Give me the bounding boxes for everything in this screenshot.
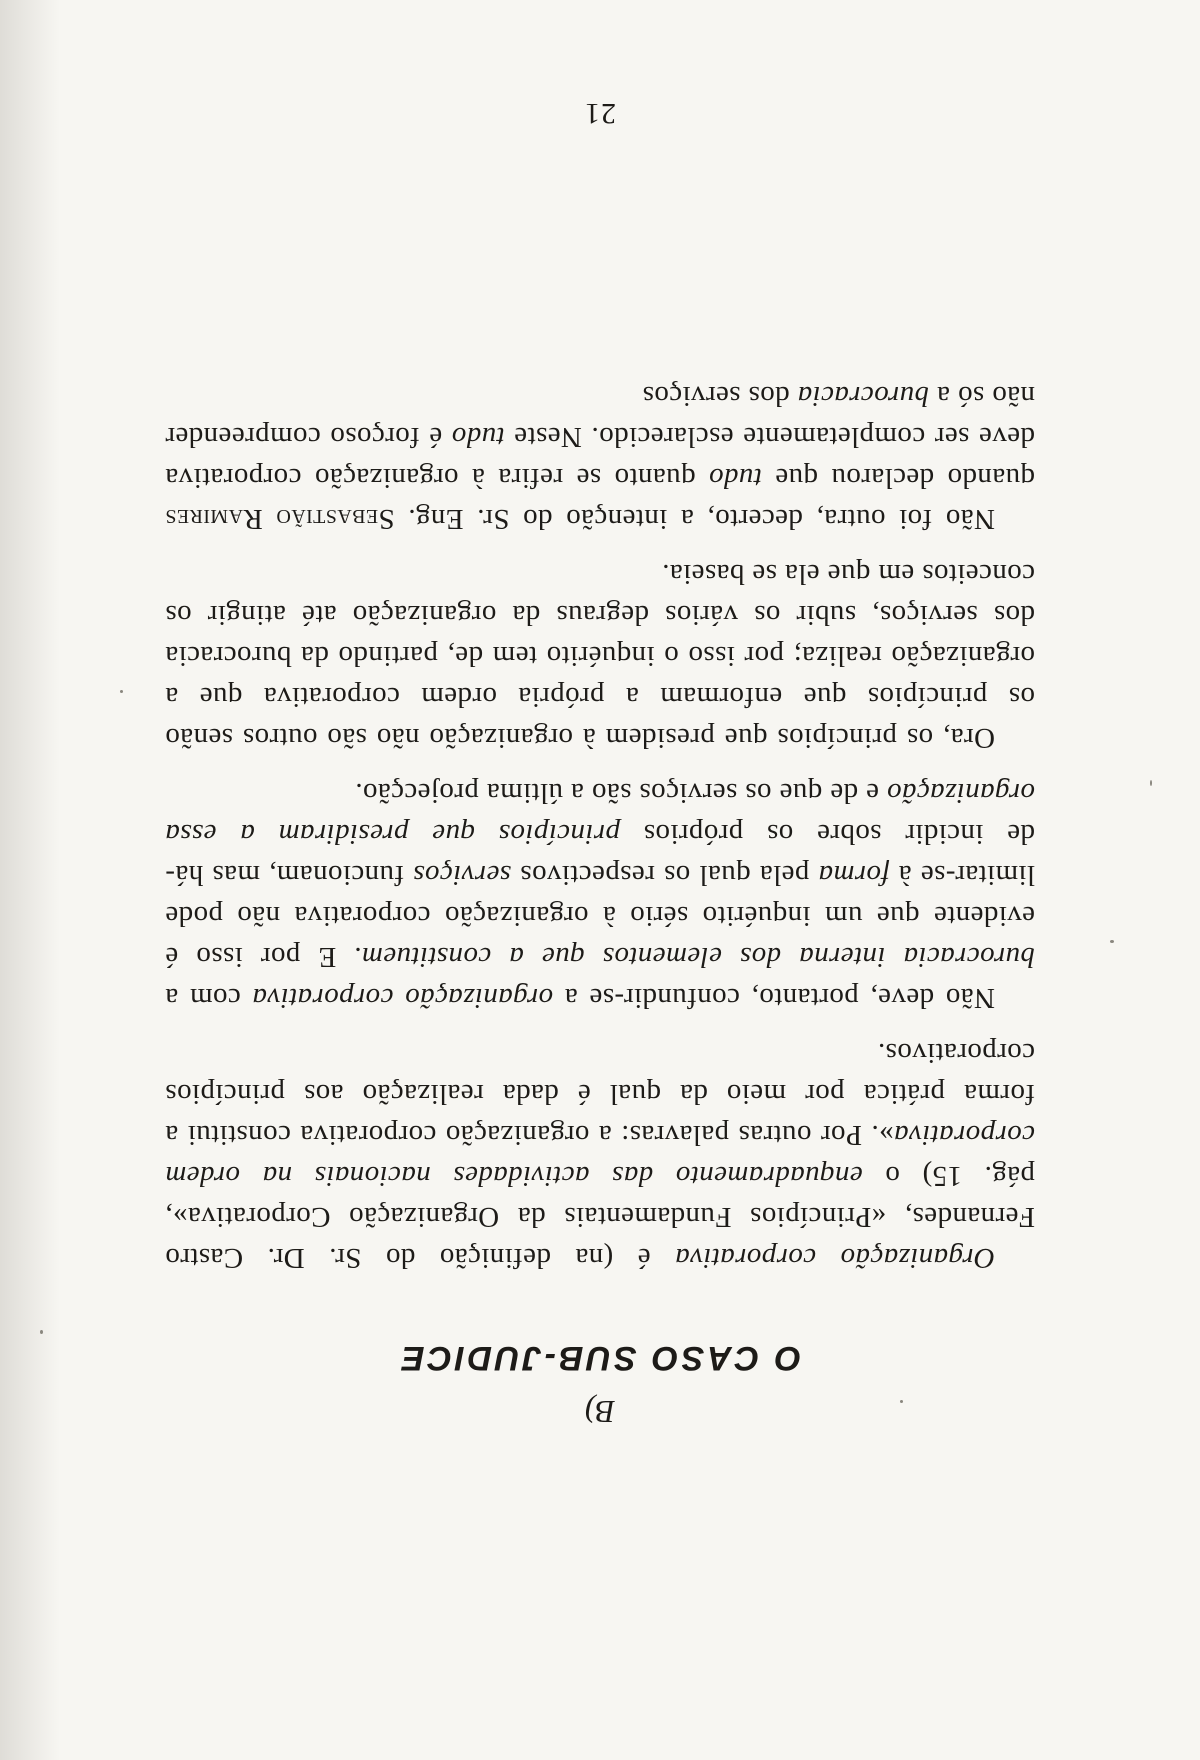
paragraph-2	[165, 772, 1035, 1018]
text-span: . E por isso é evidente que um inquérito sério à organização corporativa não pode limitar-se à	[165, 859, 1035, 973]
paragraph-3	[165, 553, 1035, 758]
section-letter: B)	[584, 1394, 616, 1430]
text-span: Não deve, portanto, confundir-se a	[553, 982, 995, 1014]
text-span: burocracia interna dos elementos que a constituem	[361, 941, 1035, 973]
text-span: quando declarou que	[761, 462, 1035, 494]
text-span: enquadramento das actividades nacionais na ordem corporativa	[165, 1119, 1035, 1192]
text-span: com a	[165, 982, 253, 1014]
paragraph-1	[165, 1032, 1035, 1278]
text-span: serviços	[412, 859, 512, 891]
text-span: organização corporativa	[252, 982, 554, 1014]
text-span: Não foi outra, decerto, a intenção do Sr. Eng.	[394, 503, 995, 535]
text-span: Sebastião Ramires	[165, 503, 395, 535]
text-span: é (na definição do Sr. Dr. Castro Fernandes, «Princípios Fundamentais da Organização Corporativa», pág. 15) o	[165, 1160, 1035, 1274]
text-span: pela qual os respectivos	[511, 859, 819, 891]
text-span: Organização corporativa	[674, 1242, 995, 1274]
paragraph-4	[165, 375, 1035, 539]
page-number: 21	[584, 97, 616, 130]
text-span: funcionam, mas há-de incidir sobre os próprios	[164, 818, 1035, 891]
text-span: princípios que presidiram a essa organização	[165, 777, 1035, 850]
text-span: e de que os serviços são a última projecção.	[354, 777, 887, 809]
text-span: quanto se refira à organização corporativa deve ser completamente esclarecido. Neste	[165, 421, 1035, 494]
text-span: tudo	[708, 462, 762, 494]
section-title: O CASO SUB-JUDICE	[398, 1339, 802, 1377]
text-span: ». Por outras palavras: a organização corporativa constitui a forma prática por meio da qual é dada realização aos princípios corporativos.	[165, 1037, 1035, 1151]
page-body	[165, 375, 1035, 1430]
text-span: tudo	[451, 421, 505, 453]
text-span: forma	[818, 859, 890, 891]
text-span: dos serviços	[642, 380, 798, 412]
text-span: é forçoso compreender não só a	[165, 380, 1035, 453]
text-span: Ora, os princípios que presidem à organização não são outros senão os princípios que enformam a própria ordem corporativa que a organização realiza; por isso o inquérito tem de, partindo da burocracia dos serviços, subir os vários degraus da organização até atingir os conceitos em que ela se baseia.	[165, 558, 1035, 754]
text-span: burocracia	[797, 380, 930, 412]
